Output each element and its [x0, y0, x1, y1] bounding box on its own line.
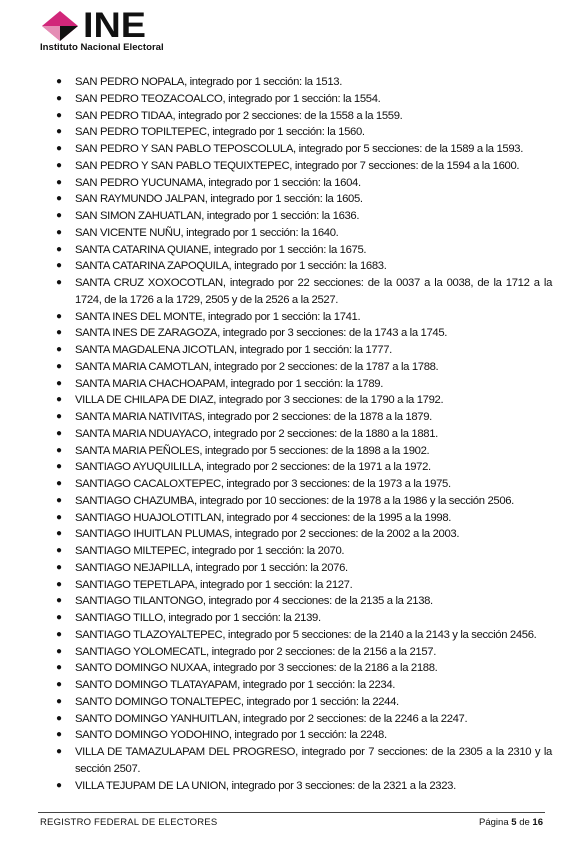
list-item-text: SANTA MARIA CHACHOAPAM, integrado por 1 sección: la 1789. — [75, 377, 384, 390]
list-item-text: SANTA MARIA PEÑOLES, integrado por 5 secciones: de la 1898 a la 1902. — [75, 444, 430, 457]
bullet-icon: ● — [56, 277, 62, 288]
bullet-icon: ● — [56, 712, 62, 724]
list-item-text: SAN PEDRO TOPILTEPEC, integrado por 1 sección: la 1560. — [75, 126, 365, 139]
page-of-label: de — [519, 817, 530, 828]
list-item — [56, 74, 552, 91]
list-item — [56, 141, 552, 158]
bullet-icon: ● — [56, 578, 62, 590]
ine-logo-mark-icon — [38, 10, 82, 42]
list-item — [56, 359, 552, 376]
list-item — [56, 392, 552, 409]
bullet-icon: ● — [56, 528, 62, 540]
list-item — [56, 593, 552, 610]
list-item-text: SANTA CRUZ XOXOCOTLAN, integrado por 22 secciones: de la 0037 a la 0038, de la 1712 a la 1724, de la 1726 a la 1729, 2505 y de la 2526 a la 2527. — [75, 277, 552, 306]
list-item-text: SANTIAGO NEJAPILLA, integrado por 1 sección: la 2076. — [75, 561, 348, 574]
logo-subtitle: Instituto Nacional Electoral — [40, 42, 164, 53]
bullet-icon: ● — [56, 310, 62, 322]
list-item — [56, 526, 552, 543]
bullet-icon: ● — [56, 143, 62, 154]
list-item-text: SANTA CATARINA ZAPOQUILA, integrado por 1 sección: la 1683. — [75, 260, 387, 273]
list-item — [56, 778, 552, 795]
footer-divider — [38, 812, 545, 813]
list-item-text: SANTA CATARINA QUIANE, integrado por 1 sección: la 1675. — [75, 243, 367, 256]
list-item-text: SANTIAGO CHAZUMBA, integrado por 10 secciones: de la 1978 a la 1986 y la sección 2506. — [75, 494, 514, 507]
list-item-text: SANTA INES DEL MONTE, integrado por 1 sección: la 1741. — [75, 310, 361, 323]
list-item-text: VILLA TEJUPAM DE LA UNION, integrado por 3 secciones: de la 2321 a la 2323. — [75, 779, 456, 792]
bullet-icon: ● — [56, 612, 62, 623]
page-total: 16 — [532, 817, 543, 828]
list-item — [56, 275, 552, 309]
bullet-icon: ● — [56, 545, 62, 556]
list-item — [56, 426, 552, 443]
bullet-icon: ● — [56, 76, 62, 87]
bullet-icon: ● — [56, 377, 62, 389]
bullet-icon: ● — [56, 595, 62, 607]
list-item-text: SAN PEDRO NOPALA, integrado por 1 sección: la 1513. — [75, 76, 343, 88]
list-item-text: SAN PEDRO Y SAN PABLO TEPOSCOLULA, integrado por 5 secciones: de la 1589 a la 1593. — [75, 143, 523, 155]
list-item — [56, 175, 552, 192]
list-item-text: SANTIAGO HUAJOLOTITLAN, integrado por 4 secciones: de la 1995 a la 1998. — [75, 511, 452, 524]
bullet-icon: ● — [56, 92, 62, 104]
list-item — [56, 443, 552, 460]
bullet-icon: ● — [56, 427, 62, 439]
list-item-text: SANTIAGO TILANTONGO, integrado por 4 secciones: de la 2135 a la 2138. — [75, 595, 433, 608]
list-item-text: SANTIAGO IHUITLAN PLUMAS, integrado por 2 secciones: de la 2002 a la 2003. — [75, 528, 460, 541]
list-item-text: SAN PEDRO TIDAA, integrado por 2 secciones: de la 1558 a la 1559. — [75, 109, 403, 122]
bullet-icon: ● — [56, 394, 62, 406]
list-item — [56, 577, 552, 594]
list-item — [56, 309, 552, 326]
list-item — [56, 627, 552, 644]
list-item-text: SANTIAGO YOLOMECATL, integrado por 2 secciones: de la 2156 a la 2157. — [75, 645, 436, 658]
bullet-icon: ● — [56, 561, 62, 573]
list-item — [56, 744, 552, 778]
list-item-text: SAN SIMON ZAHUATLAN, integrado por 1 sección: la 1636. — [75, 210, 360, 222]
bullet-icon: ● — [56, 327, 62, 339]
list-item — [56, 225, 552, 242]
bullet-icon: ● — [56, 461, 62, 473]
list-item — [56, 376, 552, 393]
bullet-icon: ● — [56, 695, 62, 707]
bullet-icon: ● — [56, 662, 62, 674]
bullet-icon: ● — [56, 193, 62, 205]
bullet-icon: ● — [56, 176, 62, 188]
list-item-text: SAN VICENTE NUÑU, integrado por 1 sección: la 1640. — [75, 226, 339, 239]
bullet-icon: ● — [56, 226, 62, 238]
list-item-text: SANTIAGO MILTEPEC, integrado por 1 sección: la 2070. — [75, 545, 345, 557]
list-item-text: SANTA MAGDALENA JICOTLAN, integrado por 1 sección: la 1777. — [75, 344, 392, 356]
bullet-icon: ● — [56, 679, 62, 690]
list-item-text: SANTIAGO TEPETLAPA, integrado por 1 sección: la 2127. — [75, 578, 353, 591]
section-list — [56, 74, 552, 794]
list-item — [56, 610, 552, 627]
list-item-text: SANTO DOMINGO TONALTEPEC, integrado por 1 sección: la 2244. — [75, 695, 399, 708]
list-item-text: SANTIAGO TLAZOYALTEPEC, integrado por 5 secciones: de la 2140 a la 2143 y la sección 2456. — [75, 628, 537, 641]
list-item — [56, 108, 552, 125]
list-item — [56, 510, 552, 527]
list-item-text: SANTIAGO CACALOXTEPEC, integrado por 3 secciones: de la 1973 a la 1975. — [75, 478, 451, 490]
list-item — [56, 493, 552, 510]
bullet-icon: ● — [56, 260, 62, 272]
list-item-text: SANTA MARIA CAMOTLAN, integrado por 2 secciones: de la 1787 a la 1788. — [75, 360, 439, 373]
list-item-text: VILLA DE CHILAPA DE DIAZ, integrado por 3 secciones: de la 1790 a la 1792. — [75, 394, 444, 407]
bullet-icon: ● — [56, 494, 62, 506]
bullet-icon: ● — [56, 243, 62, 255]
bullet-icon: ● — [56, 729, 62, 741]
bullet-icon: ● — [56, 746, 62, 757]
bullet-icon: ● — [56, 478, 62, 489]
list-item-text: SANTO DOMINGO NUXAA, integrado por 3 secciones: de la 2186 a la 2188. — [75, 662, 438, 675]
list-item-text: SAN PEDRO TEOZACOALCO, integrado por 1 sección: la 1554. — [75, 92, 381, 105]
bullet-icon: ● — [56, 344, 62, 355]
bullet-icon: ● — [56, 159, 62, 171]
page-indicator — [479, 817, 543, 828]
list-item — [56, 124, 552, 141]
list-item — [56, 677, 552, 694]
list-item-text: SAN PEDRO Y SAN PABLO TEQUIXTEPEC, integrado por 7 secciones: de la 1594 a la 1600. — [75, 159, 520, 172]
list-item-text: SANTA MARIA NATIVITAS, integrado por 2 secciones: de la 1878 a la 1879. — [75, 411, 432, 423]
list-item — [56, 325, 552, 342]
list-item — [56, 711, 552, 728]
list-item-text: SAN PEDRO YUCUNAMA, integrado por 1 sección: la 1604. — [75, 176, 361, 189]
list-item — [56, 409, 552, 426]
list-item-text: VILLA DE TAMAZULAPAM DEL PROGRESO, integrado por 7 secciones: de la 2305 a la 2310 y la sección 2507. — [75, 746, 552, 775]
list-item-text: SANTA MARIA NDUAYACO, integrado por 2 secciones: de la 1880 a la 1881. — [75, 427, 438, 440]
list-item-text: SANTIAGO AYUQUILILLA, integrado por 2 secciones: de la 1971 a la 1972. — [75, 461, 431, 474]
bullet-icon: ● — [56, 645, 62, 657]
bullet-icon: ● — [56, 444, 62, 456]
bullet-icon: ● — [56, 779, 62, 791]
list-item-text: SAN RAYMUNDO JALPAN, integrado por 1 sección: la 1605. — [75, 193, 363, 206]
list-item — [56, 727, 552, 744]
logo-wordmark: INE — [83, 6, 147, 45]
list-item — [56, 459, 552, 476]
list-item — [56, 476, 552, 493]
list-item-text: SANTO DOMINGO TLATAYAPAM, integrado por 1 sección: la 2234. — [75, 679, 396, 691]
list-item — [56, 560, 552, 577]
bullet-icon: ● — [56, 126, 62, 138]
ine-logo — [38, 6, 188, 56]
list-item — [56, 91, 552, 108]
bullet-icon: ● — [56, 210, 62, 221]
list-item-text: SANTA INES DE ZARAGOZA, integrado por 3 secciones: de la 1743 a la 1745. — [75, 327, 448, 340]
bullet-icon: ● — [56, 411, 62, 422]
list-item — [56, 158, 552, 175]
list-item — [56, 543, 552, 560]
page-number: 5 — [511, 817, 517, 828]
list-item — [56, 644, 552, 661]
bullet-icon: ● — [56, 628, 62, 640]
list-item-text: SANTO DOMINGO YANHUITLAN, integrado por 2 secciones: de la 2246 a la 2247. — [75, 712, 468, 725]
bullet-icon: ● — [56, 511, 62, 523]
list-item-text: SANTIAGO TILLO, integrado por 1 sección: la 2139. — [75, 612, 321, 624]
list-item — [56, 191, 552, 208]
list-item — [56, 208, 552, 225]
bullet-icon: ● — [56, 109, 62, 121]
list-item — [56, 694, 552, 711]
bullet-icon: ● — [56, 360, 62, 372]
list-item — [56, 660, 552, 677]
page-label: Página — [479, 817, 509, 828]
list-item — [56, 258, 552, 275]
footer-title: REGISTRO FEDERAL DE ELECTORES — [40, 817, 218, 828]
list-item — [56, 342, 552, 359]
list-item — [56, 242, 552, 259]
list-item-text: SANTO DOMINGO YODOHINO, integrado por 1 sección: la 2248. — [75, 729, 387, 742]
